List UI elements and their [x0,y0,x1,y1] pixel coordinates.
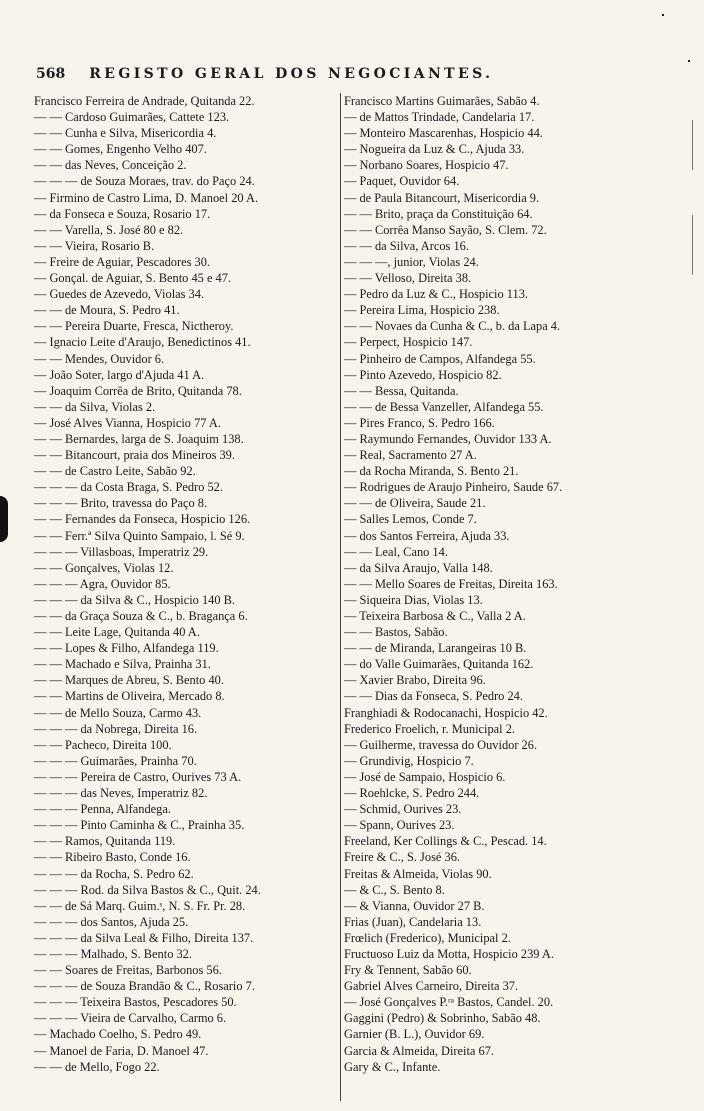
register-entry: Fry & Tennent, Sabão 60. [344,963,472,978]
speck [662,14,664,16]
register-entry: — — —, junior, Violas 24. [344,254,479,269]
register-entry: Gabriel Alves Carneiro, Direita 37. [344,979,519,994]
register-entry: Fructuoso Luiz da Motta, Hospicio 239 A. [344,946,554,961]
register-entry: Francisco Ferreira de Andrade, Quitanda 22. [34,94,255,108]
right-column [344,93,688,1105]
register-entry: — — Mello Soares de Freitas, Direita 163. [344,576,558,591]
register-entry: — Ignacio Leite d'Araujo, Benedictinos 41. [34,335,251,350]
register-entry: — — de Sá Marq. Guim.ˢ, N. S. Fr. Pr. 28. [34,898,246,913]
register-entry: — Guedes de Azevedo, Violas 34. [34,287,205,302]
register-entry: — Siqueira Dias, Violas 13. [344,592,483,607]
register-entry: Freeland, Ker Collings & C., Pescad. 14. [344,834,547,849]
register-entry: — — — Teixeira Bastos, Pescadores 50. [34,995,237,1010]
register-entry: — Firmino de Castro Lima, D. Manoel 20 A. [34,190,259,205]
register-entry: — — das Neves, Conceição 2. [34,158,187,173]
register-entry: — — de Miranda, Larangeiras 10 B. [344,641,527,656]
register-entry: — Gonçal. de Aguiar, S. Bento 45 e 47. [34,271,232,286]
left-column [34,93,338,1105]
register-entry: — — — da Costa Braga, S. Pedro 52. [34,480,223,495]
register-entry: — Paquet, Ouvidor 64. [344,174,460,189]
page-header [36,66,576,86]
register-entry: — — Leite Lage, Quitanda 40 A. [34,625,200,640]
register-entry: — — Dias da Fonseca, S. Pedro 24. [344,689,523,704]
register-entry: — José Alves Vianna, Hospicio 77 A. [34,415,221,430]
register-entry: — — Pacheco, Direita 100. [34,737,172,752]
register-entry: — Rodrigues de Araujo Pinheiro, Saude 67. [344,480,563,495]
register-entry: — — — da Rocha, S. Pedro 62. [34,866,194,881]
register-entry: — dos Santos Ferreira, Ajuda 33. [344,528,510,543]
register-entry: — Freire de Aguiar, Pescadores 30. [34,254,211,269]
register-entry: — do Valle Guimarães, Quitanda 162. [344,657,534,672]
register-entry: — — de Oliveira, Saude 21. [344,496,486,511]
register-entry: — — da Silva, Violas 2. [34,399,156,414]
register-entry: — — Cunha e Silva, Misericordia 4. [34,126,217,141]
register-entry: — — Varella, S. José 80 e 82. [34,222,184,237]
speck [688,60,690,62]
register-entry: Garcia & Almeida, Direita 67. [344,1043,495,1058]
register-entry: — — de Mello, Fogo 22. [34,1059,160,1074]
register-entry: — — Martins de Oliveira, Mercado 8. [34,689,225,704]
register-entry: — — de Castro Leite, Sabão 92. [34,464,196,479]
register-entry: — — Bitancourt, praia dos Mineiros 39. [34,448,235,463]
register-entry: — Perpect, Hospicio 147. [344,335,473,350]
register-entry: — — Gomes, Engenho Velho 407. [34,142,207,157]
register-entry: — — da Silva, Arcos 16. [344,238,469,253]
register-entry: — — Brito, praça da Constituição 64. [344,206,533,221]
register-entry: — — — Guimarães, Prainha 70. [34,753,197,768]
register-entry: — — — dos Santos, Ajuda 25. [34,914,189,929]
register-entry: — José de Sampaio, Hospicio 6. [344,769,506,784]
register-entry: — Nogueira da Luz & C., Ajuda 33. [344,142,525,157]
register-entry: Frias (Juan), Candelaria 13. [344,914,482,929]
register-entry: — José Gonçalves P.ʳᵃ Bastos, Candel. 20. [344,995,554,1010]
register-entry: — Real, Sacramento 27 A. [344,448,477,463]
register-entry: — Xavier Brabo, Direita 96. [344,673,486,688]
register-entry: — — Cardoso Guimarães, Cattete 123. [34,110,230,125]
register-entry: — — Gonçalves, Violas 12. [34,560,174,575]
register-entry: — & C., S. Bento 8. [344,882,445,897]
register-entry: — — Ramos, Quitanda 119. [34,834,176,849]
register-entry: — — Corrêa Manso Sayão, S. Clem. 72. [344,222,547,237]
register-entry: — — Mendes, Ouvidor 6. [34,351,165,366]
register-entry: Freitas & Almeida, Violas 90. [344,866,492,881]
register-entry: — — Lopes & Filho, Alfandega 119. [34,641,219,656]
register-entry: — Pires Franco, S. Pedro 166. [344,415,495,430]
register-entry: — Pinto Azevedo, Hospicio 82. [344,367,502,382]
register-entry: Gary & C., Infante. [344,1059,441,1074]
register-entry: — Schmid, Ourives 23. [344,802,462,817]
register-entry: — Joaquim Corrêa de Brito, Quitanda 78. [34,383,242,398]
register-entry: — — Novaes da Cunha & C., b. da Lapa 4. [344,319,561,334]
column-divider [340,93,341,1101]
register-entry: — de Paula Bitancourt, Misericordia 9. [344,190,540,205]
register-entry: — — de Mello Souza, Carmo 43. [34,705,202,720]
register-entry: — Norbano Soares, Hospicio 47. [344,158,509,173]
register-entry: — — — Villasboas, Imperatriz 29. [34,544,209,559]
register-entry: Gaggini (Pedro) & Sobrinho, Sabão 48. [344,1011,541,1026]
register-entry: — — de Moura, S. Pedro 41. [34,303,180,318]
register-entry: — — Machado e Silva, Prainha 31. [34,657,211,672]
register-entry: — — — da Silva Leal & Filho, Direita 137. [34,930,254,945]
register-entry: — — — da Nobrega, Direita 16. [34,721,198,736]
register-entry: — Machado Coelho, S. Pedro 49. [34,1027,202,1042]
register-entry: — — Marques de Abreu, S. Bento 40. [34,673,224,688]
register-entry: Franghiadi & Rodocanachi, Hospicio 42. [344,705,548,720]
register-entry: — Pereira Lima, Hospicio 238. [344,303,500,318]
register-entry: — Teixeira Barbosa & C., Valla 2 A. [344,609,526,623]
register-entry: Garnier (B. L.), Ouvidor 69. [344,1027,485,1042]
register-entry: — — Velloso, Direita 38. [344,271,472,286]
register-entry: — Pinheiro de Campos, Alfandega 55. [344,351,536,366]
register-entry: — — Ferr.ª Silva Quinto Sampaio, l. Sé 9. [34,528,245,543]
register-entry: — — Soares de Freitas, Barbonos 56. [34,963,222,978]
register-entry: — Raymundo Fernandes, Ouvidor 133 A. [344,431,552,446]
register-entry: — Monteiro Mascarenhas, Hospicio 44. [344,126,543,141]
register-entry: — — Pereira Duarte, Fresca, Nictheroy. [34,319,234,334]
register-entry: — de Mattos Trindade, Candelaria 17. [344,110,535,125]
register-entry: — — — da Silva & C., Hospicio 140 B. [34,592,236,607]
register-entry: — — Ribeiro Basto, Conde 16. [34,850,191,865]
register-entry: — Grundivig, Hospicio 7. [344,753,474,768]
register-entry: — — Leal, Cano 14. [344,544,448,559]
register-entry: — João Soter, largo d'Ajuda 41 A. [34,367,205,382]
register-entry: — — — Pereira de Castro, Ourives 73 A. [34,769,242,784]
register-entry: — da Fonseca e Souza, Rosario 17. [34,206,211,221]
register-entry: — — — Vieira de Carvalho, Carmo 6. [34,1011,227,1026]
register-entry: Frœlich (Frederico), Municipal 2. [344,930,511,945]
register-entry: — — — das Neves, Imperatriz 82. [34,786,208,801]
register-entry: — — Bastos, Sabão. [344,625,448,640]
register-entry: — Manoel de Faria, D. Manoel 47. [34,1043,209,1058]
binding-hole-mark [0,496,8,542]
register-entry: — — de Bessa Vanzeller, Alfandega 55. [344,399,544,414]
register-entry: Frederico Froelich, r. Municipal 2. [344,721,516,736]
register-entry: — Salles Lemos, Conde 7. [344,512,477,527]
register-entry: — — Bernardes, larga de S. Joaquim 138. [34,431,244,446]
register-entry: — — — Pinto Caminha & C., Prainha 35. [34,818,245,833]
register-entry: — — Vieira, Rosario B. [34,238,155,253]
register-entry: — — Fernandes da Fonseca, Hospicio 126. [34,512,251,527]
register-entry: — Spann, Ourives 23. [344,818,455,833]
register-entry: — — — Malhado, S. Bento 32. [34,946,192,961]
register-entry: — — — Agra, Ouvidor 85. [34,576,171,591]
edge-rule [692,215,693,275]
register-entry: — — Bessa, Quitanda. [344,383,459,398]
register-entry: Freire & C., S. José 36. [344,850,460,865]
register-entry: — — — Penna, Alfandega. [34,802,171,817]
register-entry: — — — de Souza Brandão & C., Rosario 7. [34,979,255,994]
register-entry: — Pedro da Luz & C., Hospicio 113. [344,287,529,302]
register-entry: Francisco Martins Guimarães, Sabão 4. [344,94,540,108]
register-entry: — — — de Souza Moraes, trav. do Paço 24. [34,174,255,189]
register-entry: — — — Brito, travessa do Paço 8. [34,496,208,511]
page-title: REGISTO GERAL DOS NEGOCIANTES. [89,66,494,82]
register-entry: — Guilherme, travessa do Ouvidor 26. [344,737,538,752]
register-entry: — — — Rod. da Silva Bastos & C., Quit. 24. [34,882,261,897]
page-number: 568 [36,66,66,82]
register-entry: — Roehlcke, S. Pedro 244. [344,786,480,801]
edge-rule [692,120,693,170]
register-entry: — & Vianna, Ouvidor 27 B. [344,898,485,913]
register-entry: — da Rocha Miranda, S. Bento 21. [344,464,519,479]
register-entry: — — da Graça Souza & C., b. Bragança 6. [34,609,248,623]
register-entry: — da Silva Araujo, Valla 148. [344,560,493,575]
